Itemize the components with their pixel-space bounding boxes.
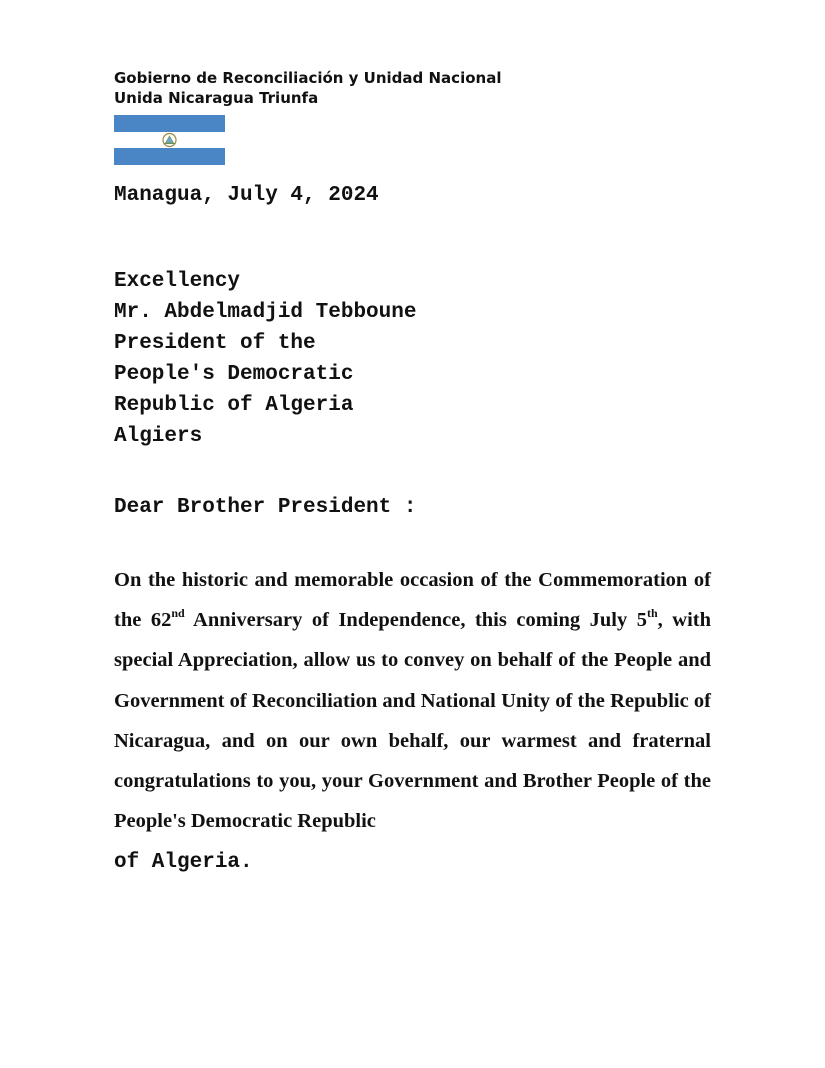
address-line: Mr. Abdelmadjid Tebboune	[114, 301, 417, 324]
body-text: On the historic and memorable occasion of the Commemoration of the 62	[114, 569, 711, 632]
flag-stripe-top	[114, 115, 225, 132]
recipient-address	[114, 266, 416, 452]
body-text-closing: of Algeria.	[114, 851, 253, 875]
letterhead-government-name: Gobierno de Reconciliación y Unidad Nacional	[114, 69, 502, 87]
flag-stripe-bottom	[114, 148, 225, 165]
address-line: Republic of Algeria	[114, 394, 354, 417]
ordinal-suffix: th	[646, 606, 658, 621]
salutation: Dear Brother President :	[114, 496, 417, 519]
ordinal-suffix: nd	[171, 606, 185, 621]
letter-body	[114, 560, 711, 884]
body-text: , with special Appreciation, allow us to convey on behalf of the People and Government of Reconciliation and National Unity of the Republic of Nicaragua, and on our own behalf, our warmest and fraternal congratulations to you, your Government and Brother People of the People's Democratic Republic	[114, 609, 712, 833]
letter-date: Managua, July 4, 2024	[114, 184, 379, 207]
address-line: Excellency	[114, 270, 241, 293]
body-text: Anniversary of Independence, this coming July 5	[184, 609, 647, 632]
address-line: Algiers	[114, 425, 203, 448]
address-line: President of the	[114, 332, 316, 355]
letterhead-slogan: Unida Nicaragua Triunfa	[114, 89, 319, 107]
letterhead	[114, 68, 501, 108]
address-line: People's Democratic	[114, 363, 354, 386]
nicaragua-flag-icon	[114, 115, 225, 165]
